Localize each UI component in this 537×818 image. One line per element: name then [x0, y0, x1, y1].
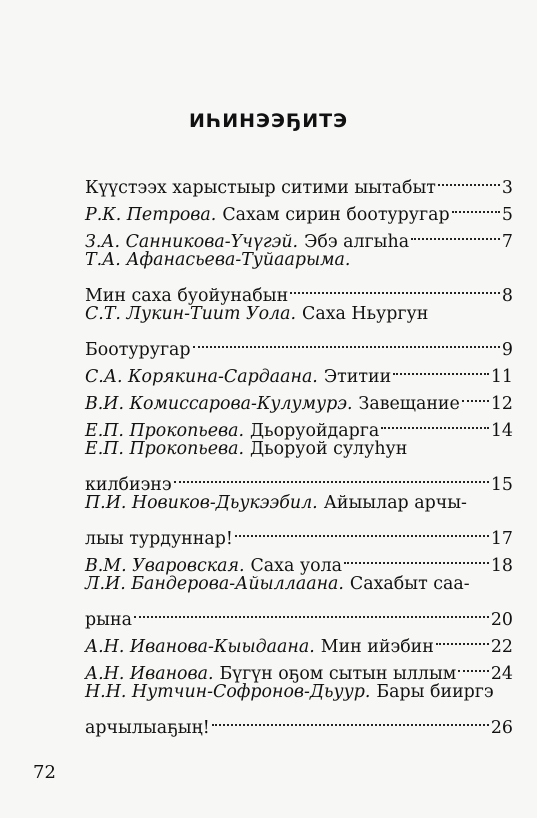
toc-entry [85, 166, 513, 198]
toc-page-number: 26 [490, 718, 513, 738]
toc-entry [85, 436, 513, 463]
toc-title: Этитии [323, 367, 392, 387]
toc-author: Т.А. Афанасьева-Туйаарыма. [85, 250, 351, 270]
toc-title: Эбэ алгыһа [304, 232, 410, 252]
toc-title: Саха уола [250, 556, 342, 576]
toc-page-number: 7 [501, 232, 513, 252]
toc-entry [85, 679, 513, 706]
toc-page-number: 20 [490, 610, 513, 630]
toc-page-number: 3 [501, 178, 513, 198]
toc-leader-dots [235, 517, 489, 544]
toc-title: Боотуругар [85, 340, 191, 360]
toc-leader-dots [134, 598, 489, 625]
toc-author: П.И. Новиков-Дьукээбил. [85, 493, 318, 513]
toc-title: Саха Ньургун [302, 304, 429, 324]
toc-page-number: 24 [490, 664, 513, 684]
toc-leader-dots [290, 274, 500, 301]
toc-entry [85, 274, 513, 306]
toc-title: Сахам сирин боотуругар [222, 205, 450, 225]
toc-entry [85, 463, 513, 495]
toc-title: Бары бииргэ [376, 682, 494, 702]
toc-title: килбиэнэ [85, 475, 172, 495]
toc-title: рына [85, 610, 132, 630]
toc-title: Айыылар арчы- [323, 493, 467, 513]
toc-page-number: 18 [490, 556, 513, 576]
toc-leader-dots [438, 166, 500, 193]
toc-entry [85, 706, 513, 738]
toc-author: А.Н. Иванова. [85, 664, 214, 684]
toc-leader-dots [458, 652, 489, 679]
toc-title: Күүстээх харыстыыр ситими ыытабыт [85, 178, 436, 198]
toc-author: Л.И. Бандерова-Айыллаана. [85, 574, 344, 594]
toc-leader-dots [174, 463, 489, 490]
toc-title: лыы турдуннар! [85, 529, 233, 549]
toc-leader-dots [212, 706, 489, 733]
toc-leader-dots [411, 220, 500, 247]
toc-author: В.М. Уваровская. [85, 556, 245, 576]
toc-author: Н.Н. Нутчин-Софронов-Дьуур. [85, 682, 371, 702]
toc-author: Е.П. Прокопьева. [85, 439, 245, 459]
toc-entry [85, 598, 513, 630]
toc-leader-dots [436, 625, 489, 652]
toc-author: З.А. Санникова-Үчүгэй. [85, 232, 299, 252]
toc-page-number: 5 [501, 205, 513, 225]
toc-page-number: 8 [501, 286, 513, 306]
toc-author: Р.К. Петрова. [85, 205, 217, 225]
toc-page-number: 15 [490, 475, 513, 495]
toc-leader-dots [393, 355, 489, 382]
toc-entry [85, 247, 513, 274]
toc-leader-dots [193, 328, 500, 355]
toc-leader-dots [462, 382, 489, 409]
toc-leader-dots [344, 544, 489, 571]
toc-title: Завещание [358, 394, 460, 414]
toc-page-number: 11 [490, 367, 513, 387]
toc-author: А.Н. Иванова-Кыыдаана. [85, 637, 315, 657]
toc-entry [85, 517, 513, 549]
toc-title: Сахабыт саа- [349, 574, 470, 594]
toc-title: Мин саха буойунабын [85, 286, 289, 306]
toc-title: Бүгүн оҕом сытын ыллым [219, 664, 457, 684]
page-number: 72 [33, 762, 56, 783]
toc-page-number: 14 [490, 421, 513, 441]
toc-page-number: 12 [490, 394, 513, 414]
table-of-contents [85, 166, 513, 738]
toc-author: С.Т. Лукин-Тиит Уола. [85, 304, 297, 324]
toc-author: Е.П. Прокопьева. [85, 421, 245, 441]
toc-entry [85, 571, 513, 598]
toc-title: Дьоруойдарга [250, 421, 380, 441]
toc-page-number: 17 [490, 529, 513, 549]
toc-author: С.А. Корякина-Сардаана. [85, 367, 318, 387]
toc-entry [85, 301, 513, 328]
toc-title: Дьоруой сулуһун [250, 439, 408, 459]
toc-leader-dots [452, 193, 500, 220]
toc-entry [85, 490, 513, 517]
toc-author: В.И. Комиссарова-Кулумурэ. [85, 394, 353, 414]
toc-page-number: 9 [501, 340, 513, 360]
toc-entry [85, 625, 513, 657]
page-title: ИҺИНЭЭҔИТЭ [188, 110, 349, 132]
toc-leader-dots [381, 409, 489, 436]
toc-page-number: 22 [490, 637, 513, 657]
toc-title: арчылыаҕың! [85, 718, 210, 738]
toc-entry [85, 328, 513, 360]
toc-title: Мин ийэбин [320, 637, 434, 657]
